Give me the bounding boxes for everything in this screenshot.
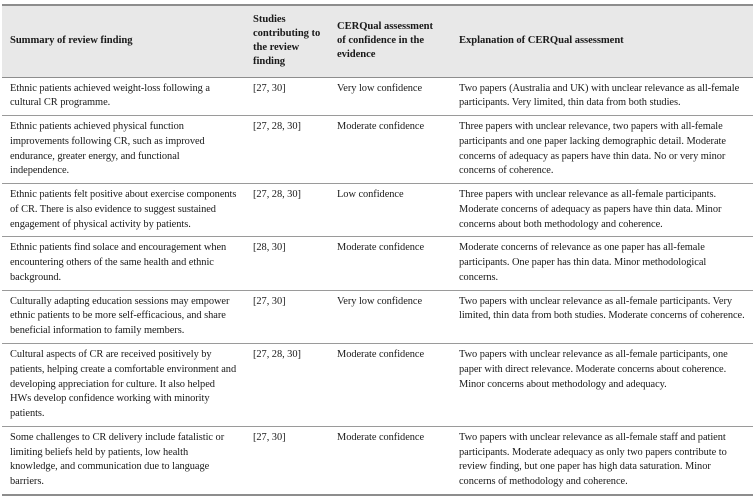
cell-studies: [27, 28, 30] xyxy=(245,116,329,184)
cell-cerqual: Moderate confidence xyxy=(329,426,451,495)
cell-summary: Cultural aspects of CR are received positively by patients, helping create a comfortable environment and developing appreciation for culture. It also helped HWs develop confidence working with minority patients. xyxy=(2,343,245,426)
cell-explanation: Two papers with unclear relevance as all-female staff and patient participants. Moderate adequacy as only two papers contribute to review finding, but one paper has high data saturation. Minor concerns of methodology and coherence. xyxy=(451,426,753,495)
cerqual-evidence-table xyxy=(2,4,753,496)
cell-explanation: Two papers with unclear relevance as all-female participants. Very limited, thin data from both studies. Moderate concerns of coherence. xyxy=(451,290,753,343)
column-header-explanation: Explanation of CERQual assessment xyxy=(451,5,753,77)
table-row xyxy=(2,184,753,237)
cell-explanation: Moderate concerns of relevance as one paper has all-female participants. One paper has thin data. Minor methodological concerns. xyxy=(451,237,753,290)
cell-explanation: Two papers (Australia and UK) with unclear relevance as all-female participants. Very limited, thin data from both studies. xyxy=(451,77,753,116)
cell-cerqual: Very low confidence xyxy=(329,290,451,343)
table-row xyxy=(2,343,753,426)
cell-studies: [27, 28, 30] xyxy=(245,184,329,237)
cell-cerqual: Moderate confidence xyxy=(329,116,451,184)
table-body xyxy=(2,77,753,495)
cell-summary: Ethnic patients achieved physical function improvements following CR, such as improved endurance, greater energy, and functional independence. xyxy=(2,116,245,184)
cell-explanation: Three papers with unclear relevance as all-female participants. Moderate concerns of adequacy as papers have thin data. Minor concerns about both methodology and coherence. xyxy=(451,184,753,237)
cell-summary: Culturally adapting education sessions may empower ethnic patients to be more self-efficacious, and share beneficial information to family members. xyxy=(2,290,245,343)
table-header-row xyxy=(2,5,753,77)
table-row xyxy=(2,426,753,495)
cell-summary: Ethnic patients felt positive about exercise components of CR. There is also evidence to suggest sustained engagement of physical activity by patients. xyxy=(2,184,245,237)
table-row xyxy=(2,237,753,290)
cell-summary: Ethnic patients find solace and encouragement when encountering others of the same health and ethnic background. xyxy=(2,237,245,290)
cell-cerqual: Very low confidence xyxy=(329,77,451,116)
column-header-studies: Studies contributing to the review finding xyxy=(245,5,329,77)
table-row xyxy=(2,116,753,184)
cell-explanation: Three papers with unclear relevance, two papers with all-female participants and one paper lacking demographic detail. Moderate concerns of adequacy as papers have thin data. No or very minor concerns of coherence. xyxy=(451,116,753,184)
table-header xyxy=(2,5,753,77)
table-row xyxy=(2,77,753,116)
cell-summary: Some challenges to CR delivery include fatalistic or limiting beliefs held by patients, low health knowledge, and communication due to language barriers. xyxy=(2,426,245,495)
cell-studies: [27, 30] xyxy=(245,290,329,343)
column-header-summary: Summary of review finding xyxy=(2,5,245,77)
cell-studies: [27, 30] xyxy=(245,77,329,116)
column-header-cerqual-assessment: CERQual assessment of confidence in the evidence xyxy=(329,5,451,77)
cell-summary: Ethnic patients achieved weight-loss following a cultural CR programme. xyxy=(2,77,245,116)
table-row xyxy=(2,290,753,343)
cell-studies: [27, 30] xyxy=(245,426,329,495)
cell-cerqual: Low confidence xyxy=(329,184,451,237)
cell-cerqual: Moderate confidence xyxy=(329,237,451,290)
cell-explanation: Two papers with unclear relevance as all-female participants, one paper with direct relevance. Moderate concerns about coherence. Minor concerns about methodology and adequacy. xyxy=(451,343,753,426)
cell-cerqual: Moderate confidence xyxy=(329,343,451,426)
cell-studies: [28, 30] xyxy=(245,237,329,290)
cell-studies: [27, 28, 30] xyxy=(245,343,329,426)
